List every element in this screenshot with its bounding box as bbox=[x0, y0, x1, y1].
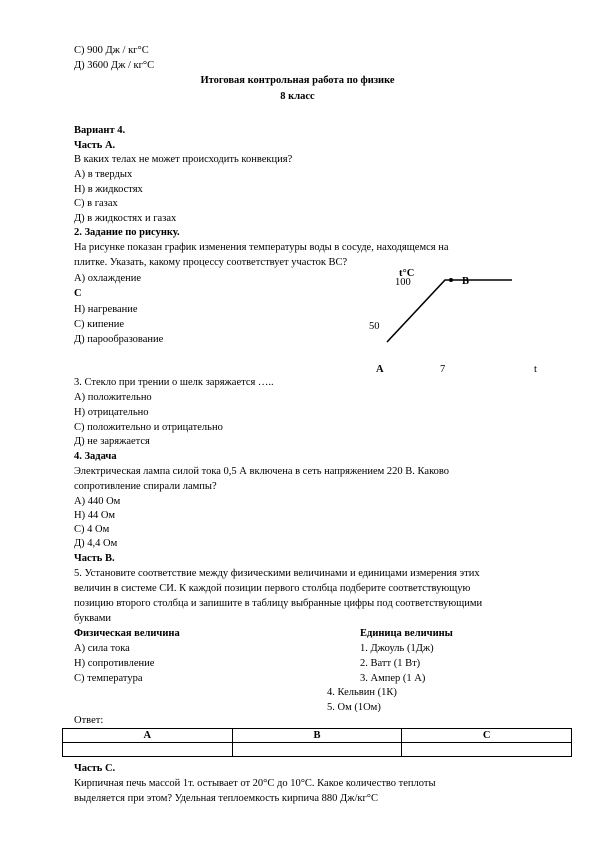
temperature-graph bbox=[365, 266, 545, 374]
graph-unit-label: t°C bbox=[399, 268, 415, 279]
answer-cell-c[interactable] bbox=[402, 743, 572, 757]
answer-table-header-row bbox=[63, 729, 572, 743]
q5-col1-item: А) сила тока bbox=[74, 643, 130, 654]
page-subtitle: 8 класс bbox=[280, 91, 315, 102]
q2-heading: 2. Задание по рисунку. bbox=[74, 227, 180, 238]
q1-text: В каких телах не может происходить конвекция? bbox=[74, 154, 293, 165]
part-c-heading: Часть С. bbox=[74, 763, 116, 774]
q2-text-line1: На рисунке показан график изменения температуры воды в сосуде, находящемся на bbox=[74, 242, 449, 253]
graph-y-tick: 50 bbox=[369, 321, 380, 332]
graph-x-end-label: t bbox=[534, 364, 537, 374]
graph-point-a: А bbox=[376, 364, 384, 374]
q5-col2-item: 1. Джоуль (1Дж) bbox=[360, 643, 434, 654]
q5-col1-item: С) температура bbox=[74, 673, 143, 684]
page-title: Итоговая контрольная работа по физике bbox=[200, 75, 395, 86]
graph-x-tick: 7 bbox=[440, 364, 446, 374]
q1-option: С) в газах bbox=[74, 198, 118, 209]
q2-option: Н) нагревание bbox=[74, 304, 138, 315]
graph-point-b-marker bbox=[449, 278, 453, 282]
q4-option: С) 4 Ом bbox=[74, 524, 110, 535]
q5-col1-item: Н) сопротивление bbox=[74, 658, 155, 669]
answer-label: Ответ: bbox=[74, 715, 104, 726]
q4-heading: 4. Задача bbox=[74, 451, 117, 462]
q5-col2-item: 4. Кельвин (1К) bbox=[327, 687, 397, 698]
q5-text-line1: 5. Установите соответствие между физическими величинами и единицами измерения этих bbox=[74, 568, 480, 579]
answer-cell-a[interactable] bbox=[63, 743, 233, 757]
answer-table bbox=[62, 728, 572, 757]
part-b-heading: Часть В. bbox=[74, 553, 115, 564]
q4-option: А) 440 Ом bbox=[74, 496, 121, 507]
part-a-heading: Часть А. bbox=[74, 140, 116, 151]
q3-option: А) положительно bbox=[74, 392, 152, 403]
q2-option: С) кипение bbox=[74, 319, 125, 330]
q1-option: Н) в жидкостях bbox=[74, 184, 143, 195]
q3-option: С) положительно и отрицательно bbox=[74, 422, 223, 433]
graph-line bbox=[387, 280, 512, 342]
q5-col2-item: 2. Ватт (1 Вт) bbox=[360, 658, 421, 669]
q2-text-line2: плитке. Указать, какому процессу соответствует участок ВС? bbox=[74, 257, 348, 268]
q2-option: С bbox=[74, 288, 82, 299]
variant-label: Вариант 4. bbox=[74, 125, 126, 136]
answer-table-input-row bbox=[63, 743, 572, 757]
q1-option: Д) в жидкостях и газах bbox=[74, 213, 177, 224]
q5-col2-header: Единица величины bbox=[360, 628, 453, 639]
q1-option: А) в твердых bbox=[74, 169, 133, 180]
q5-text-line2: величин в системе СИ. К каждой позиции первого столбца подберите соответствующую bbox=[74, 583, 471, 594]
q5-text-line4: буквами bbox=[74, 613, 112, 624]
answer-cell-b[interactable] bbox=[232, 743, 402, 757]
q3-text: 3. Стекло при трении о шелк заряжается ….. bbox=[74, 377, 274, 388]
q5-col2-item: 5. Ом (1Ом) bbox=[327, 702, 381, 713]
q4-text-line2: сопротивление спирали лампы? bbox=[74, 481, 217, 492]
q5-col2-item: 3. Ампер (1 А) bbox=[360, 673, 426, 684]
q2-option: А) охлаждение bbox=[74, 273, 141, 284]
q4-text-line1: Электрическая лампа силой тока 0,5 А включена в сеть напряжением 220 В. Каково bbox=[74, 466, 450, 477]
q3-option: Н) отрицательно bbox=[74, 407, 149, 418]
q5-col1-header: Физическая величина bbox=[74, 628, 180, 639]
answer-col-b-header: В bbox=[232, 729, 402, 743]
q6-text-line1: Кирпичная печь массой 1т. остывает от 20°С до 10°С. Какое количество теплоты bbox=[74, 778, 436, 789]
graph-y-tick: 100 bbox=[395, 277, 411, 288]
q5-text-line3: позицию второго столбца и запишите в таблицу выбранные цифры под соответствующими bbox=[74, 598, 483, 609]
answer-col-a-header: А bbox=[63, 729, 233, 743]
answer-col-c-header: С bbox=[402, 729, 572, 743]
q6-text-line2: выделяется при этом? Удельная теплоемкость кирпича 880 Дж/кг°С bbox=[74, 793, 378, 804]
prev-option-d: Д) 3600 Дж / кг°С bbox=[74, 60, 155, 71]
q4-option: Н) 44 Ом bbox=[74, 510, 116, 521]
q2-option: Д) парообразование bbox=[74, 334, 164, 345]
q3-option: Д) не заряжается bbox=[74, 436, 150, 447]
graph-point-b: В bbox=[462, 276, 470, 287]
q4-option: Д) 4,4 Ом bbox=[74, 538, 118, 549]
prev-option-c: С) 900 Дж / кг°С bbox=[74, 45, 149, 56]
